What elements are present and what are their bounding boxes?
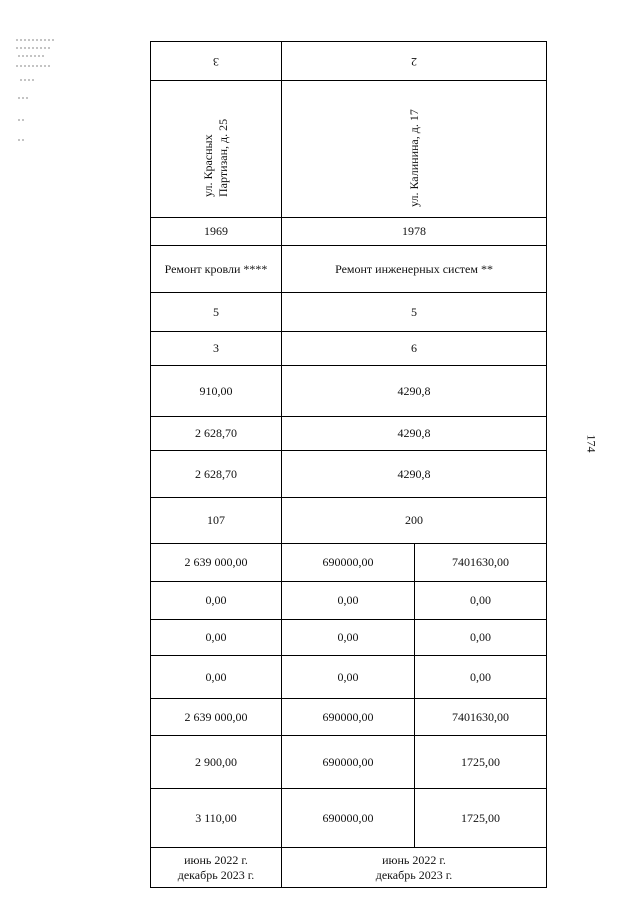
table-row	[151, 42, 547, 81]
table-cell: 2 628,70	[151, 417, 282, 451]
table-cell: 7401630,00	[415, 699, 547, 736]
table-row	[151, 293, 547, 332]
table-cell: 3	[151, 332, 282, 366]
date-cell	[282, 848, 547, 888]
table-row	[151, 498, 547, 544]
start-date: июнь 2022 г.	[382, 852, 446, 867]
table-cell: 0,00	[282, 620, 415, 656]
date-cell	[151, 848, 282, 888]
work-type-cell: Ремонт кровли ****	[151, 246, 282, 293]
table-row	[151, 218, 547, 246]
table-row	[151, 736, 547, 789]
table-cell: 0,00	[151, 656, 282, 699]
table-cell: 2 628,70	[151, 451, 282, 498]
start-date: июнь 2022 г.	[184, 852, 248, 867]
data-table	[150, 41, 547, 888]
table-cell: 200	[282, 498, 547, 544]
table-cell: 1725,00	[415, 736, 547, 789]
table-row	[151, 417, 547, 451]
table-row	[151, 246, 547, 293]
table-cell: 910,00	[151, 366, 282, 417]
column-number-cell: 2	[282, 42, 547, 81]
table-cell: 0,00	[151, 620, 282, 656]
address-cell: ул. Калинина, д. 17	[282, 81, 547, 218]
address-cell: ул. Красных Партизан, д. 25	[151, 81, 282, 218]
work-type-cell: Ремонт инженерных систем **	[282, 246, 547, 293]
end-date: декабрь 2023 г.	[177, 867, 255, 882]
table-row	[151, 332, 547, 366]
table-cell: 690000,00	[282, 699, 415, 736]
table-cell: 2 639 000,00	[151, 699, 282, 736]
page-number: 174	[584, 434, 599, 453]
table-cell: 0,00	[415, 656, 547, 699]
table-cell: 4290,8	[282, 366, 547, 417]
table-row	[151, 656, 547, 699]
table-cell: 4290,8	[282, 451, 547, 498]
end-date: декабрь 2023 г.	[375, 867, 453, 882]
table-cell: 2 639 000,00	[151, 544, 282, 582]
table-row	[151, 789, 547, 848]
table-cell: 107	[151, 498, 282, 544]
year-cell: 1978	[282, 218, 547, 246]
table-row	[151, 848, 547, 888]
table-row	[151, 699, 547, 736]
table-cell: 0,00	[282, 656, 415, 699]
table-cell: 690000,00	[282, 789, 415, 848]
table-cell: 5	[151, 293, 282, 332]
table-cell: 7401630,00	[415, 544, 547, 582]
table-row	[151, 451, 547, 498]
table-cell: 1725,00	[415, 789, 547, 848]
table-cell: 5	[282, 293, 547, 332]
table-cell: 690000,00	[282, 736, 415, 789]
table-cell: 6	[282, 332, 547, 366]
table-row	[151, 366, 547, 417]
table-cell: 0,00	[415, 620, 547, 656]
table-cell: 690000,00	[282, 544, 415, 582]
scan-artifact-mark	[14, 36, 56, 146]
table-cell: 4290,8	[282, 417, 547, 451]
table-cell: 3 110,00	[151, 789, 282, 848]
table-row	[151, 620, 547, 656]
table-row	[151, 582, 547, 620]
table-row	[151, 544, 547, 582]
year-cell: 1969	[151, 218, 282, 246]
table-cell: 0,00	[151, 582, 282, 620]
table-cell: 0,00	[282, 582, 415, 620]
table-cell: 0,00	[415, 582, 547, 620]
column-number-cell: 3	[151, 42, 282, 81]
table-cell: 2 900,00	[151, 736, 282, 789]
table-row	[151, 81, 547, 218]
